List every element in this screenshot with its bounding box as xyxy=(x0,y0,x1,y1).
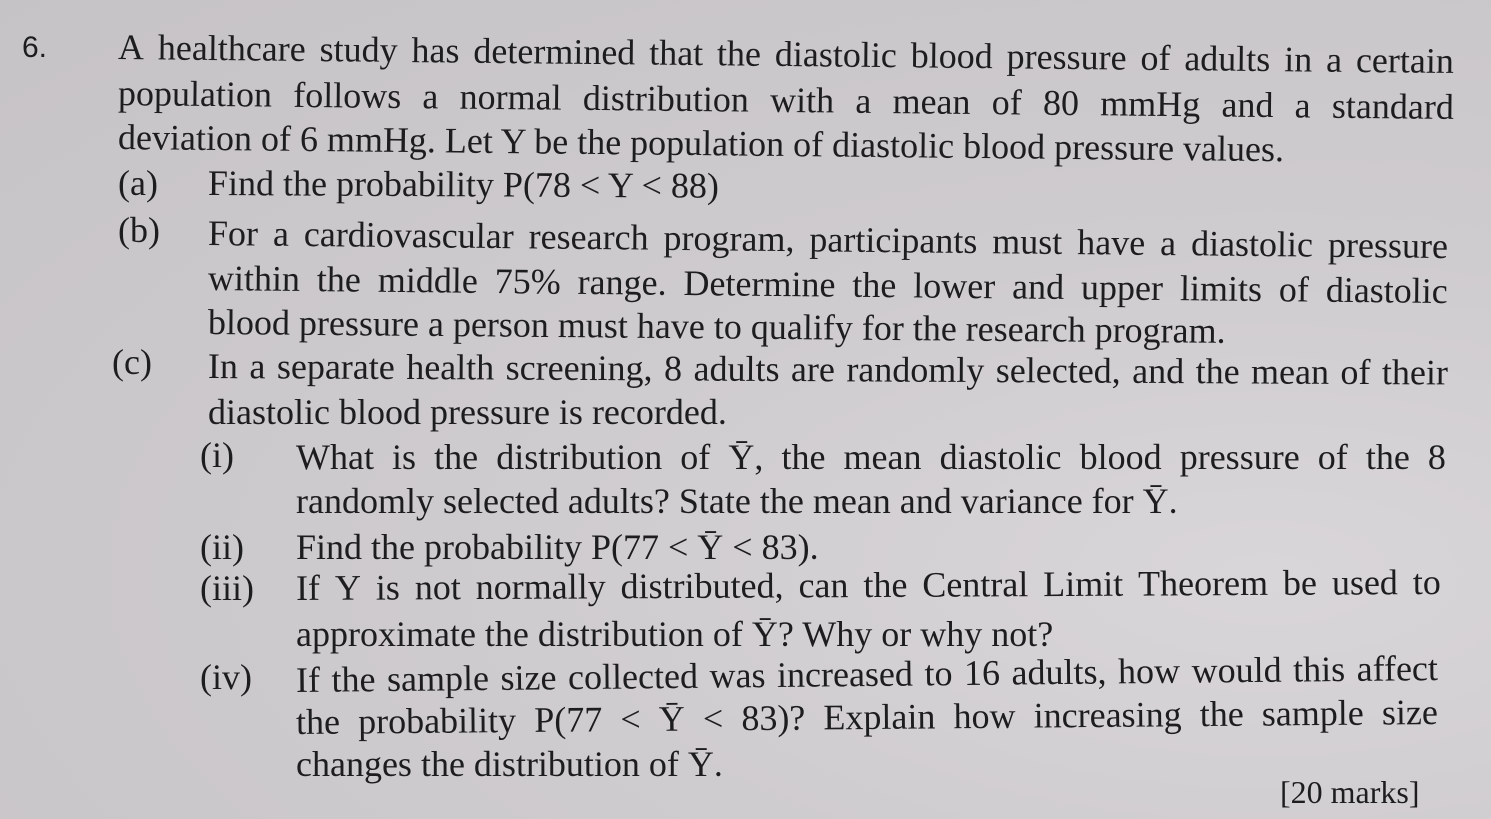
subpart-iv-label: (iv) xyxy=(200,657,252,697)
part-c-line-1: In a separate health screening, 8 adults are randomly selected, and the mean of their xyxy=(207,346,1449,393)
subpart-iv-line-1: If the sample size collected was increased to 16 adults, how would this affect xyxy=(295,648,1439,700)
part-c-label: (c) xyxy=(112,342,152,382)
part-b-line-2: within the middle 75% range. Determine the lower and upper limits of diastolic xyxy=(207,258,1449,311)
subpart-i-line-2: randomly selected adults? State the mean and variance for Ȳ. xyxy=(296,481,1178,521)
subpart-iii-line-2: approximate the distribution of Ȳ? Why or why not? xyxy=(296,614,1054,654)
subpart-iii-label: (iii) xyxy=(200,568,254,608)
part-a-label: (a) xyxy=(118,163,158,203)
intro-line-2: population follows a normal distribution with a mean of 80 mmHg and a standard xyxy=(117,73,1455,127)
subpart-iv-line-2: the probability P(77 < Ȳ < 83)? Explain how increasing the sample size xyxy=(295,692,1439,742)
subpart-iii-line-1: If Y is not normally distributed, can the Central Limit Theorem be used to xyxy=(295,562,1441,608)
subpart-ii-label: (ii) xyxy=(200,527,244,567)
part-b-line-1: For a cardiovascular research program, participants must have a diastolic pressure xyxy=(207,213,1449,266)
question-number: 6. xyxy=(22,31,48,64)
subpart-ii-text: Find the probability P(77 < Ȳ < 83). xyxy=(296,527,819,567)
subpart-iv-line-3: changes the distribution of Ȳ. xyxy=(296,744,723,784)
subpart-i-line-1: What is the distribution of Ȳ, the mean diastolic blood pressure of the 8 xyxy=(296,437,1446,477)
part-c-line-2: diastolic blood pressure is recorded. xyxy=(208,392,727,432)
intro-line-1: A healthcare study has determined that the diastolic blood pressure of adults in a certain xyxy=(117,27,1455,81)
intro-line-3: deviation of 6 mmHg. Let Y be the population of diastolic blood pressure values. xyxy=(117,117,1285,170)
part-b-line-3: blood pressure a person must have to qualify for the research program. xyxy=(207,302,1226,351)
subpart-i-label: (i) xyxy=(200,435,234,475)
part-b-label: (b) xyxy=(118,210,160,250)
part-a-text: Find the probability P(78 < Y < 88) xyxy=(207,163,720,206)
marks-label: [20 marks] xyxy=(1280,774,1420,810)
